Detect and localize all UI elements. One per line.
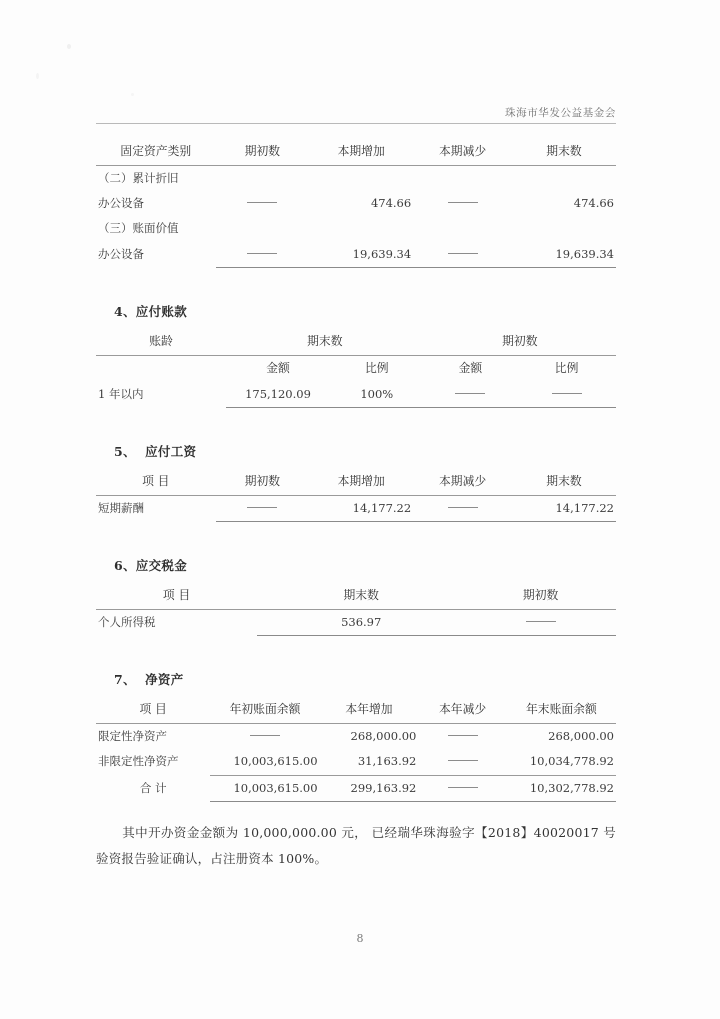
em-dash-placeholder bbox=[448, 760, 478, 761]
column-header: 本年减少 bbox=[438, 702, 487, 717]
column-header: 本期增加 bbox=[337, 144, 385, 158]
row-label: 短期薪酬 bbox=[98, 500, 144, 515]
table-row bbox=[96, 749, 616, 774]
closing-paragraph-text: 其中开办资金金额为 10,000,000.00 元， 已经瑞华珠海验字【2018】40020017 号验资报告验证确认，占注册资本 100%。 bbox=[96, 825, 616, 866]
header-divider bbox=[96, 123, 616, 124]
row-subheading: （三）账面价值 bbox=[98, 221, 179, 236]
table-row bbox=[96, 216, 616, 241]
em-dash-placeholder bbox=[250, 735, 280, 736]
scan-speckle bbox=[36, 73, 39, 79]
column-header: 年末账面余额 bbox=[525, 702, 597, 717]
table-group-header-row bbox=[96, 329, 616, 355]
cell-value: 10,302,778.92 bbox=[529, 780, 614, 795]
cell-value: 536.97 bbox=[341, 614, 382, 629]
row-label: 非限定性净资产 bbox=[98, 754, 179, 769]
column-header: 期末数 bbox=[343, 588, 379, 603]
table-row bbox=[96, 495, 616, 521]
cell-value: 268,000.00 bbox=[350, 729, 417, 744]
column-header: 本年增加 bbox=[345, 702, 393, 717]
em-dash-placeholder bbox=[448, 507, 478, 508]
row-label: 个人所得税 bbox=[98, 614, 156, 629]
cell-value: 31,163.92 bbox=[357, 754, 417, 769]
cell-value: 10,034,778.92 bbox=[529, 754, 614, 769]
table-header-row bbox=[96, 583, 616, 609]
table-row bbox=[96, 165, 616, 191]
cell-value bbox=[424, 382, 518, 407]
row-label: 1 年以内 bbox=[98, 386, 144, 401]
cell-value: 14,177.22 bbox=[555, 500, 614, 515]
cell-value: 299,163.92 bbox=[350, 780, 417, 795]
cell-value bbox=[216, 191, 310, 216]
cell-value: 19,639.34 bbox=[352, 246, 412, 261]
table-bottom-rule-row bbox=[96, 407, 616, 408]
cell-value bbox=[216, 242, 310, 267]
em-dash-placeholder bbox=[552, 393, 582, 394]
table-row bbox=[96, 382, 616, 407]
row-subheading: （二）累计折旧 bbox=[98, 170, 179, 185]
column-header: 金额 bbox=[266, 360, 290, 375]
table-header-row bbox=[96, 469, 616, 495]
column-header: 期初数 bbox=[522, 588, 559, 603]
em-dash-placeholder bbox=[247, 202, 277, 203]
column-header: 金额 bbox=[458, 360, 483, 375]
cell-value: 268,000.00 bbox=[548, 729, 614, 744]
em-dash-placeholder bbox=[448, 202, 478, 203]
em-dash-placeholder bbox=[247, 253, 277, 254]
cell-value bbox=[216, 495, 310, 521]
cell-value bbox=[413, 242, 512, 267]
cell-value: 10,003,615.00 bbox=[233, 780, 318, 795]
cell-value bbox=[413, 495, 512, 521]
table-bottom-rule-row bbox=[96, 635, 616, 636]
closing-paragraph bbox=[96, 820, 616, 871]
column-header: 本期增加 bbox=[337, 474, 385, 489]
cell-value: 19,639.34 bbox=[555, 246, 614, 261]
table-bottom-rule-row bbox=[96, 801, 616, 802]
column-header: 比例 bbox=[554, 360, 579, 375]
cell-value: 100% bbox=[360, 386, 394, 401]
row-label-total: 合 计 bbox=[139, 780, 167, 795]
cell-value bbox=[418, 749, 506, 774]
column-header: 项 目 bbox=[139, 702, 167, 717]
table-accounts-payable bbox=[96, 329, 616, 408]
column-header: 项 目 bbox=[142, 474, 170, 489]
column-header: 比例 bbox=[364, 360, 389, 375]
cell-value bbox=[210, 724, 319, 750]
section-title-accounts-payable: 4、应付账款 bbox=[114, 304, 187, 320]
column-header: 期末数 bbox=[546, 474, 582, 489]
em-dash-placeholder bbox=[526, 621, 556, 622]
em-dash-placeholder bbox=[448, 787, 478, 788]
table-row bbox=[96, 242, 616, 267]
column-header: 期末数 bbox=[546, 144, 582, 158]
cell-value bbox=[418, 775, 506, 801]
table-header-row bbox=[96, 139, 616, 165]
table-row bbox=[96, 191, 616, 216]
column-header: 期初数 bbox=[244, 144, 281, 158]
cell-value: 175,120.09 bbox=[245, 386, 311, 401]
page-number: 8 bbox=[356, 932, 364, 945]
column-header: 本期减少 bbox=[438, 144, 487, 158]
row-label: 限定性净资产 bbox=[98, 729, 167, 744]
column-header: 本期减少 bbox=[438, 474, 487, 489]
table-total-row bbox=[96, 775, 616, 801]
table-wages-payable bbox=[96, 469, 616, 522]
column-header bbox=[96, 355, 226, 381]
section-title-net-assets: 7、 净资产 bbox=[114, 672, 184, 688]
scan-speckle bbox=[67, 44, 71, 49]
table-row bbox=[96, 724, 616, 750]
em-dash-placeholder bbox=[448, 253, 478, 254]
cell-value bbox=[465, 609, 616, 635]
row-label: 办公设备 bbox=[98, 246, 144, 261]
section-title-taxes-payable: 6、应交税金 bbox=[114, 558, 187, 574]
cell-value: 474.66 bbox=[573, 196, 614, 211]
cell-value bbox=[413, 191, 512, 216]
row-label: 办公设备 bbox=[98, 196, 144, 211]
column-header: 期初数 bbox=[244, 474, 281, 489]
table-taxes-payable bbox=[96, 583, 616, 636]
column-group-header: 期初数 bbox=[502, 334, 538, 349]
cell-value bbox=[517, 382, 616, 407]
column-header: 固定资产类别 bbox=[120, 144, 192, 158]
em-dash-placeholder bbox=[455, 393, 485, 394]
em-dash-placeholder bbox=[448, 735, 478, 736]
cell-value bbox=[418, 724, 506, 750]
table-header-row bbox=[96, 697, 616, 723]
table-subheader-row bbox=[96, 355, 616, 381]
cell-value: 10,003,615.00 bbox=[233, 754, 318, 769]
em-dash-placeholder bbox=[247, 507, 277, 508]
page-content bbox=[96, 0, 616, 871]
table-fixed-assets bbox=[96, 139, 616, 268]
document-header-org: 珠海市华发公益基金会 bbox=[505, 107, 616, 119]
cell-value: 14,177.22 bbox=[352, 500, 412, 515]
table-bottom-rule-row bbox=[96, 521, 616, 522]
table-row bbox=[96, 609, 616, 635]
table-bottom-rule-row bbox=[96, 267, 616, 268]
column-header: 项 目 bbox=[162, 588, 191, 603]
column-group-header: 期末数 bbox=[307, 334, 343, 349]
table-net-assets bbox=[96, 697, 616, 802]
column-header: 年初账面余额 bbox=[229, 702, 301, 717]
cell-value: 474.66 bbox=[370, 196, 412, 211]
section-title-wages-payable: 5、 应付工资 bbox=[114, 444, 197, 460]
column-header: 账龄 bbox=[149, 334, 173, 349]
